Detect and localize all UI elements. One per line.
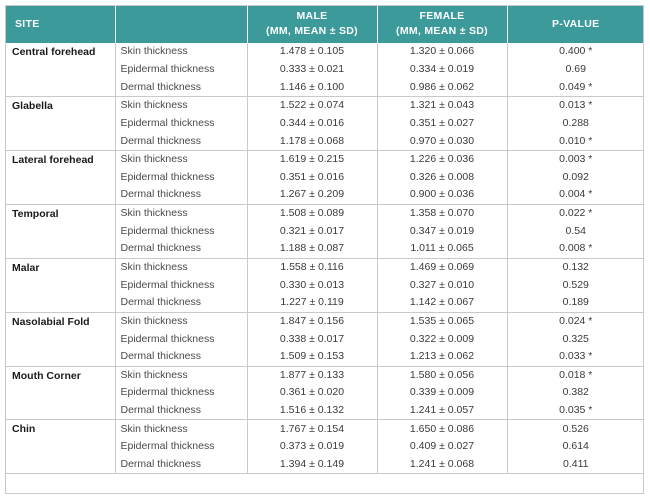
male-value: 1.509 ± 0.153 <box>247 348 377 366</box>
measure-label: Epidermal thickness <box>115 384 247 402</box>
female-value: 1.650 ± 0.086 <box>377 420 507 438</box>
table-row <box>5 150 644 168</box>
measure-label: Dermal thickness <box>115 348 247 366</box>
male-value: 1.516 ± 0.132 <box>247 402 377 420</box>
measure-label: Skin thickness <box>115 420 247 438</box>
female-value: 1.358 ± 0.070 <box>377 204 507 222</box>
male-value: 1.767 ± 0.154 <box>247 420 377 438</box>
female-header-line1: FEMALE <box>419 10 465 22</box>
female-value: 1.580 ± 0.056 <box>377 366 507 384</box>
table-row <box>5 258 644 276</box>
p-value: 0.033 * <box>507 348 644 366</box>
p-value: 0.003 * <box>559 153 593 166</box>
p-value: 0.004 * <box>507 186 644 204</box>
measure-label: Dermal thickness <box>115 186 247 204</box>
female-header-line2: (MM, MEAN ± SD) <box>396 25 488 37</box>
table-row <box>5 312 644 330</box>
site-label: Mouth Corner <box>5 366 115 420</box>
male-value: 1.188 ± 0.087 <box>247 240 377 258</box>
male-value: 1.267 ± 0.209 <box>247 186 377 204</box>
pvalue-column-header: P-VALUE <box>507 5 644 43</box>
male-value: 1.558 ± 0.116 <box>247 258 377 276</box>
male-value: 0.361 ± 0.020 <box>247 384 377 402</box>
male-value: 1.146 ± 0.100 <box>247 78 377 96</box>
p-value: 0.400 * <box>559 45 593 58</box>
male-value: 0.344 ± 0.016 <box>247 115 377 133</box>
measure-label: Epidermal thickness <box>115 168 247 186</box>
table-row <box>5 204 644 222</box>
p-value: 0.529 <box>562 278 589 291</box>
female-value: 1.241 ± 0.057 <box>377 402 507 420</box>
measure-label: Dermal thickness <box>115 294 247 312</box>
male-value: 0.373 ± 0.019 <box>247 438 377 456</box>
p-value: 0.411 <box>507 456 644 474</box>
site-label: Malar <box>5 258 115 312</box>
table-row <box>5 43 644 61</box>
p-value: 0.69 <box>565 62 586 75</box>
measure-label: Epidermal thickness <box>115 115 247 133</box>
p-value: 0.132 <box>562 261 589 273</box>
female-value: 0.347 ± 0.019 <box>377 222 507 240</box>
measure-label: Dermal thickness <box>115 78 247 96</box>
measure-label: Epidermal thickness <box>115 438 247 456</box>
measure-label: Skin thickness <box>115 96 247 114</box>
male-value: 1.847 ± 0.156 <box>247 312 377 330</box>
female-value: 0.351 ± 0.027 <box>377 115 507 133</box>
female-value: 1.011 ± 0.065 <box>377 240 507 258</box>
measure-label: Epidermal thickness <box>115 222 247 240</box>
measure-label: Skin thickness <box>115 258 247 276</box>
p-value: 0.325 <box>562 332 589 345</box>
measure-label: Epidermal thickness <box>115 61 247 79</box>
measure-label: Dermal thickness <box>115 456 247 474</box>
p-value: 0.049 * <box>507 78 644 96</box>
p-value: 0.008 * <box>507 240 644 258</box>
site-label: Nasolabial Fold <box>5 312 115 366</box>
header-row <box>5 5 644 43</box>
measure-label: Dermal thickness <box>115 132 247 150</box>
site-label: Temporal <box>5 204 115 258</box>
male-header-line1: MALE <box>296 10 328 22</box>
p-value: 0.024 * <box>559 314 593 327</box>
female-value: 0.326 ± 0.008 <box>377 168 507 186</box>
male-header-line2: (MM, MEAN ± SD) <box>266 25 358 37</box>
male-value: 1.478 ± 0.105 <box>247 43 377 61</box>
male-value: 0.330 ± 0.013 <box>247 276 377 294</box>
female-value: 1.321 ± 0.043 <box>377 96 507 114</box>
p-value: 0.614 <box>562 440 589 453</box>
measure-label: Dermal thickness <box>115 402 247 420</box>
male-value: 1.178 ± 0.068 <box>247 132 377 150</box>
p-value: 0.035 * <box>507 402 644 420</box>
female-value: 0.970 ± 0.030 <box>377 132 507 150</box>
male-value: 0.351 ± 0.016 <box>247 168 377 186</box>
male-value: 1.619 ± 0.215 <box>247 150 377 168</box>
site-column-header: SITE <box>5 5 115 43</box>
measure-label: Skin thickness <box>115 366 247 384</box>
p-value: 0.526 <box>562 422 589 435</box>
female-value: 0.986 ± 0.062 <box>377 78 507 96</box>
measure-label: Skin thickness <box>115 312 247 330</box>
female-value: 1.320 ± 0.066 <box>377 43 507 61</box>
male-value: 0.333 ± 0.021 <box>247 61 377 79</box>
table-body <box>5 43 644 474</box>
skin-thickness-table <box>5 5 644 474</box>
p-value: 0.189 <box>507 294 644 312</box>
table-header <box>5 5 644 43</box>
female-value: 0.409 ± 0.027 <box>377 438 507 456</box>
female-value: 1.469 ± 0.069 <box>377 258 507 276</box>
measure-label: Skin thickness <box>115 150 247 168</box>
female-value: 0.334 ± 0.019 <box>377 61 507 79</box>
male-value: 1.877 ± 0.133 <box>247 366 377 384</box>
female-value: 1.226 ± 0.036 <box>377 150 507 168</box>
site-label: Central forehead <box>5 43 115 96</box>
measure-label: Epidermal thickness <box>115 330 247 348</box>
female-value: 0.322 ± 0.009 <box>377 330 507 348</box>
site-label: Chin <box>5 420 115 474</box>
site-label: Lateral forehead <box>5 150 115 204</box>
male-value: 1.522 ± 0.074 <box>247 96 377 114</box>
measure-column-header <box>115 5 247 43</box>
p-value: 0.092 <box>562 170 589 183</box>
p-value: 0.010 * <box>507 132 644 150</box>
female-value: 0.339 ± 0.009 <box>377 384 507 402</box>
male-value: 1.227 ± 0.119 <box>247 294 377 312</box>
male-value: 0.338 ± 0.017 <box>247 330 377 348</box>
measure-label: Skin thickness <box>115 204 247 222</box>
female-column-header <box>377 5 507 43</box>
p-value: 0.54 <box>565 224 586 237</box>
male-value: 1.508 ± 0.089 <box>247 204 377 222</box>
male-value: 0.321 ± 0.017 <box>247 222 377 240</box>
male-value: 1.394 ± 0.149 <box>247 456 377 474</box>
male-column-header <box>247 5 377 43</box>
site-label: Glabella <box>5 96 115 150</box>
p-value: 0.382 <box>562 386 589 399</box>
p-value: 0.018 * <box>559 368 593 381</box>
table-row <box>5 420 644 438</box>
p-value: 0.022 * <box>559 207 593 220</box>
female-value: 1.535 ± 0.065 <box>377 312 507 330</box>
female-value: 1.213 ± 0.062 <box>377 348 507 366</box>
female-value: 1.142 ± 0.067 <box>377 294 507 312</box>
table-row <box>5 96 644 114</box>
female-value: 0.327 ± 0.010 <box>377 276 507 294</box>
p-value: 0.013 * <box>559 99 593 112</box>
female-value: 0.900 ± 0.036 <box>377 186 507 204</box>
measure-label: Skin thickness <box>115 43 247 61</box>
measure-label: Epidermal thickness <box>115 276 247 294</box>
female-value: 1.241 ± 0.068 <box>377 456 507 474</box>
measure-label: Dermal thickness <box>115 240 247 258</box>
table-row <box>5 366 644 384</box>
p-value: 0.288 <box>562 116 589 129</box>
